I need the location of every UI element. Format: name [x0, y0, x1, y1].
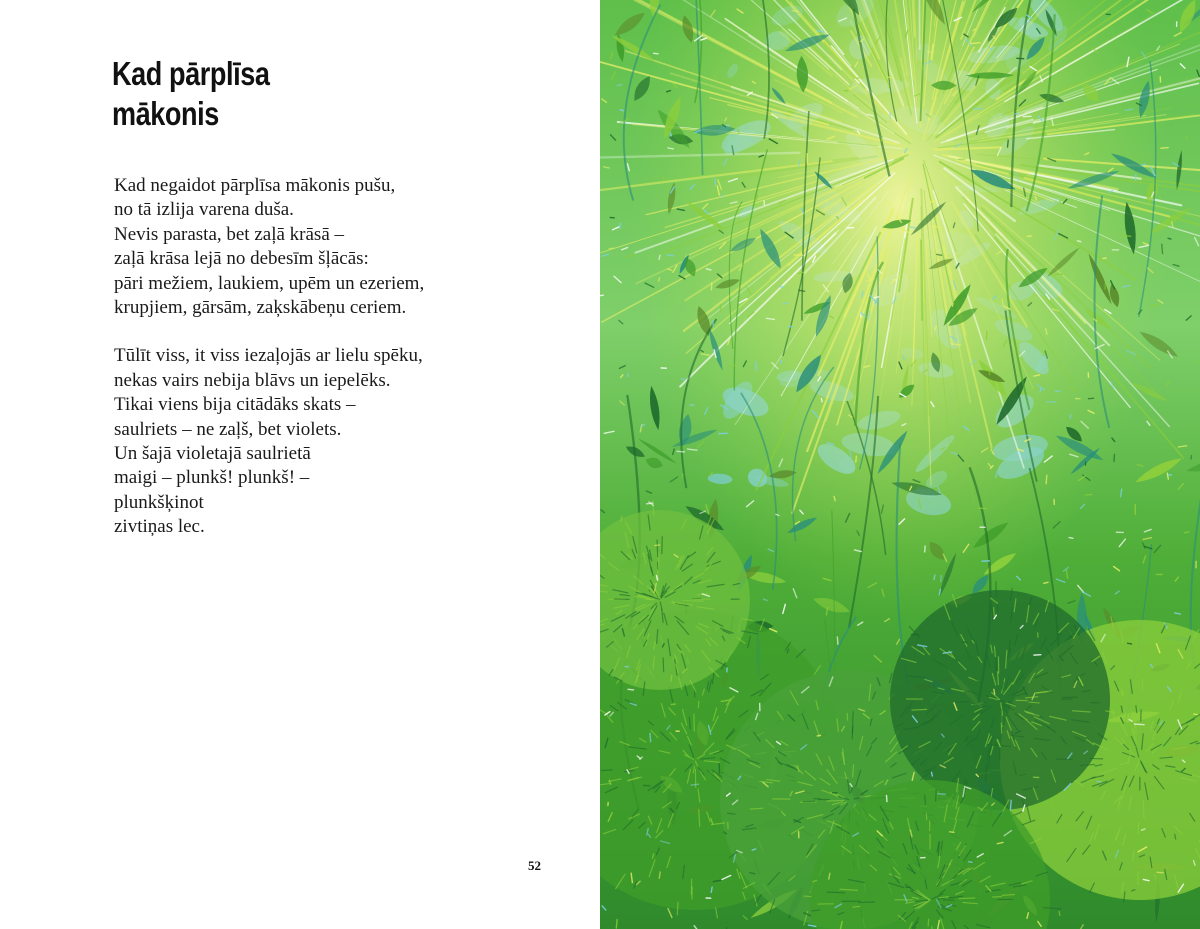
bush-stroke — [852, 721, 853, 739]
paint-dash — [715, 179, 716, 185]
paint-dash — [989, 369, 990, 375]
paint-dash — [937, 254, 942, 255]
bush-stroke — [698, 701, 699, 708]
bush-stroke — [827, 892, 845, 893]
page-number: 52 — [528, 858, 541, 873]
paint-dash — [1175, 834, 1176, 839]
paint-dash — [1161, 148, 1168, 149]
paint-dash — [711, 887, 712, 892]
poem-line: Tikai viens bija citādāks skats – — [114, 394, 356, 416]
bush-stroke — [953, 702, 969, 703]
bush-stroke — [677, 902, 678, 915]
paint-dash — [969, 862, 972, 863]
poem-line: plunkšķinot — [114, 491, 204, 513]
bush-stroke — [853, 906, 860, 907]
paint-dash — [952, 303, 953, 306]
paint-dash — [844, 90, 847, 91]
paint-dash — [671, 676, 672, 682]
paint-dash — [1127, 643, 1131, 644]
paint-dash — [1134, 724, 1144, 725]
paint-dash — [691, 784, 698, 785]
bush-stroke — [928, 919, 929, 926]
right-page-illustration — [600, 0, 1200, 929]
paint-dash — [962, 642, 967, 643]
paint-dash — [881, 137, 882, 141]
bush-stroke — [959, 898, 975, 899]
paint-dash — [1085, 494, 1092, 495]
paint-dash — [670, 133, 671, 136]
paint-dash — [677, 451, 684, 452]
paint-dash — [659, 278, 660, 282]
paint-dash — [621, 516, 622, 521]
paint-dash — [616, 919, 617, 928]
poem-line: no tā izlija varena duša. — [114, 199, 294, 221]
paint-dash — [663, 177, 664, 180]
paint-dash — [757, 195, 758, 200]
paint-dash — [910, 227, 915, 228]
paint-dash — [1010, 800, 1011, 810]
paint-dash — [938, 794, 946, 795]
paint-dash — [1194, 714, 1198, 715]
jungle-illustration — [600, 0, 1200, 929]
paint-dash — [720, 305, 721, 312]
paint-dash — [1157, 872, 1163, 873]
paint-dash — [994, 689, 995, 694]
paint-dash — [934, 575, 935, 580]
paint-dash — [706, 269, 711, 270]
paint-dash — [659, 872, 660, 878]
paint-dash — [792, 11, 798, 12]
poem-body — [114, 174, 574, 564]
paint-dash — [681, 379, 685, 380]
paint-dash — [932, 772, 933, 776]
paint-dash — [927, 52, 932, 53]
paint-dash — [950, 832, 954, 833]
paint-dash — [650, 733, 651, 741]
bush-stroke — [657, 540, 658, 557]
paint-dash — [1155, 874, 1156, 878]
paint-dash — [1008, 140, 1009, 147]
bush-stroke — [1029, 702, 1039, 703]
paint-dash — [817, 735, 820, 736]
poem-title-line-1: Kad pārplīsa — [112, 55, 270, 92]
paint-dash — [784, 48, 788, 49]
paint-dash — [1097, 781, 1101, 782]
poem-line: krupjiem, gārsām, zaķskābeņu ceriem. — [114, 297, 407, 319]
bush-stroke — [936, 790, 937, 801]
paint-dash — [655, 545, 660, 546]
poem-line: saulriets – ne zaļš, bet violets. — [114, 418, 342, 440]
paint-dash — [656, 575, 657, 580]
bush-stroke — [601, 770, 612, 771]
poem-line: zivtiņas lec. — [114, 516, 205, 538]
stanza-1 — [114, 174, 574, 320]
poem-line: Nevis parasta, bet zaļā krāsā – — [114, 223, 345, 245]
bush-stroke — [827, 800, 844, 801]
paint-dash — [647, 503, 653, 504]
bush-stroke — [645, 599, 653, 600]
bush-stroke — [1002, 895, 1014, 896]
paint-dash — [713, 321, 714, 326]
paint-dash — [1046, 475, 1047, 484]
paint-dash — [668, 148, 673, 149]
paint-dash — [620, 223, 621, 228]
poem-line: pāri mežiem, laukiem, upēm un ezeriem, — [114, 272, 425, 294]
paint-dash — [682, 474, 683, 478]
paint-dash — [671, 704, 675, 705]
paint-dash — [856, 456, 857, 462]
poem-title — [112, 54, 270, 134]
bush-stroke — [925, 795, 926, 804]
paint-dash — [628, 689, 634, 690]
poem-line: Kad negaidot pārplīsa mākonis pušu, — [114, 175, 396, 196]
paint-dash — [1184, 532, 1188, 533]
bush-stroke — [996, 581, 997, 596]
paint-dash — [1168, 238, 1171, 239]
poem-line: zaļā krāsa lejā no debesīm šļācās: — [114, 248, 369, 270]
paint-dash — [659, 255, 660, 259]
paint-dash — [1044, 582, 1048, 583]
bush-stroke — [994, 608, 995, 616]
bush-stroke — [912, 709, 927, 710]
paint-dash — [609, 248, 613, 249]
bush-stroke — [663, 658, 664, 672]
paint-dash — [1078, 241, 1081, 242]
paint-dash — [1069, 538, 1073, 539]
stanza-2 — [114, 344, 574, 539]
paint-dash — [1022, 435, 1027, 436]
paint-dash — [821, 399, 822, 402]
poem-line: maigi – plunkš! plunkš! – — [114, 467, 310, 489]
poem-line: Un šajā violetajā saulrietā — [114, 443, 311, 465]
poem-line: Tūlīt viss, it viss iezaļojās ar lielu spēku, — [114, 345, 423, 367]
bush-stroke — [993, 897, 1002, 898]
bush — [890, 590, 1110, 810]
poem-line: nekas vairs nebija blāvs un iepelēks. — [114, 369, 391, 391]
paint-dash — [1162, 244, 1163, 253]
light-ray — [921, 240, 922, 320]
paint-dash — [798, 766, 799, 772]
paint-dash — [837, 637, 838, 644]
paint-dash — [978, 508, 987, 509]
poem-title-line-2: mākonis — [112, 95, 219, 132]
